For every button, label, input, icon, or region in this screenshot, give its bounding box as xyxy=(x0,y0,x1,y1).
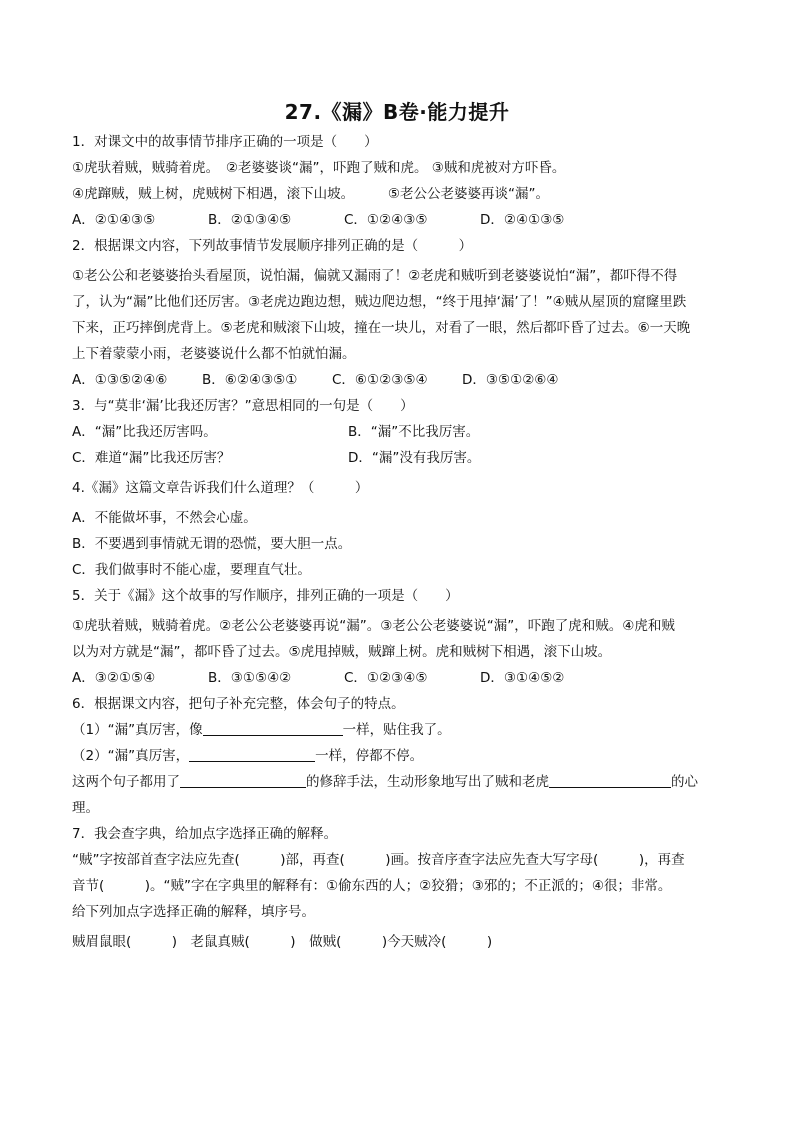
fill-in-line[interactable]: 贼眉鼠眼( ) 老鼠真贼( ) 做贼( )今天贼冷( ) xyxy=(72,934,493,950)
option-c[interactable]: C．我们做事时不能心虚，要理直气壮。 xyxy=(72,562,311,578)
option-c[interactable]: C．①②④③⑤ xyxy=(344,212,428,228)
question-3 xyxy=(72,393,722,471)
question-stem: 5．关于《漏》这个故事的写作顺序，排列正确的一项是（ ） xyxy=(72,588,459,604)
option-a[interactable]: A．不能做坏事，不然会心虚。 xyxy=(72,510,257,526)
question-stem: 1．对课文中的故事情节排序正确的一项是（ ） xyxy=(72,134,378,150)
answer-options xyxy=(72,665,722,691)
dictionary-line: 音节( )。“贼”字在字典里的解释有：①偷东西的人；②狡猾；③邪的；不正派的；④很；非常。 xyxy=(72,878,672,894)
passage-line: 下来，正巧摔倒虎背上。⑤老虎和贼滚下山坡，撞在一块儿，对看了一眼，然后都吓昏了过去。⑥一天晚 xyxy=(72,320,691,336)
question-1 xyxy=(72,129,722,233)
passage-line: 了，认为“漏”比他们还厉害。③老虎边跑边想，贼边爬边想，“终于甩掉‘漏’了！”④贼从屋顶的窟窿里跌 xyxy=(72,294,687,310)
question-2 xyxy=(72,233,722,393)
worksheet-page xyxy=(72,96,722,955)
option-d[interactable]: D．“漏”没有我厉害。 xyxy=(348,450,481,466)
dictionary-line: “贼”字按部首查字法应先查( )部，再查( )画。按音序查字法应先查大写字母( )，再查 xyxy=(72,852,685,868)
option-c[interactable]: C．难道“漏”比我还厉害？ xyxy=(72,450,231,466)
option-b[interactable]: B．“漏”不比我厉害。 xyxy=(348,424,480,440)
question-7 xyxy=(72,821,722,955)
instruction-line: 给下列加点字选择正确的解释，填序号。 xyxy=(72,904,315,920)
fill-blank[interactable] xyxy=(549,771,671,788)
question-stem: 4.《漏》这篇文章告诉我们什么道理？（ ） xyxy=(72,480,369,496)
answer-options xyxy=(72,367,722,393)
passage-line: ①虎驮着贼，贼骑着虎。②老公公老婆婆再说“漏”。③老公公老婆婆说“漏”，吓跑了虎和贼。④虎和贼 xyxy=(72,618,675,634)
fill-blank[interactable] xyxy=(189,745,315,762)
question-4 xyxy=(72,471,722,583)
answer-options xyxy=(72,207,722,233)
option-a[interactable]: A．③②①⑤④ xyxy=(72,670,156,686)
question-stem: 3．与“莫非‘漏’比我还厉害？”意思相同的一句是（ ） xyxy=(72,398,414,414)
option-b[interactable]: B．②①③④⑤ xyxy=(208,212,292,228)
question-6 xyxy=(72,691,722,821)
statement-line: ④虎蹿贼，贼上树，虎贼树下相遇，滚下山坡。 ⑤老公公老婆婆再谈“漏”。 xyxy=(72,186,549,202)
fill-blank[interactable] xyxy=(180,771,306,788)
option-d[interactable]: D．③⑤①②⑥④ xyxy=(462,372,559,388)
option-b[interactable]: B．⑥②④③⑤① xyxy=(202,372,298,388)
option-a[interactable]: A．①③⑤②④⑥ xyxy=(72,372,168,388)
option-b[interactable]: B．不要遇到事情就无谓的恐慌，要大胆一点。 xyxy=(72,536,352,552)
answer-options-row-2 xyxy=(72,445,722,471)
sentence-3-continued: 理。 xyxy=(72,800,99,816)
question-stem: 6．根据课文内容，把句子补充完整，体会句子的特点。 xyxy=(72,696,405,712)
option-a[interactable]: A．②①④③⑤ xyxy=(72,212,156,228)
option-c[interactable]: C．①②③④⑤ xyxy=(344,670,428,686)
option-a[interactable]: A．“漏”比我还厉害吗。 xyxy=(72,424,217,440)
question-stem: 7．我会查字典，给加点字选择正确的解释。 xyxy=(72,826,338,842)
option-d[interactable]: D．③①④⑤② xyxy=(480,670,565,686)
fill-blank[interactable] xyxy=(203,719,343,736)
question-stem: 2．根据课文内容，下列故事情节发展顺序排列正确的是（ ） xyxy=(72,238,473,254)
option-d[interactable]: D．②④①③⑤ xyxy=(480,212,565,228)
passage-line: ①老公公和老婆婆抬头看屋顶，说怕漏，偏就又漏雨了！②老虎和贼听到老婆婆说怕“漏”，都吓得不得 xyxy=(72,268,678,284)
statement-line: ①虎驮着贼，贼骑着虎。 ②老婆婆谈“漏”，吓跑了贼和虎。 ③贼和虎被对方吓昏。 xyxy=(72,160,566,176)
answer-options-row-1 xyxy=(72,419,722,445)
sentence-3: 这两个句子都用了 的修辞手法，生动形象地写出了贼和老虎 的心 xyxy=(72,769,722,795)
sentence-2: （2）“漏”真厉害， 一样，停都不停。 xyxy=(72,743,722,769)
option-b[interactable]: B．③①⑤④② xyxy=(208,670,292,686)
question-5 xyxy=(72,583,722,691)
page-title: 27.《漏》B卷·能力提升 xyxy=(284,100,510,124)
option-c[interactable]: C．⑥①②③⑤④ xyxy=(332,372,428,388)
sentence-1: （1）“漏”真厉害，像 一样，贴住我了。 xyxy=(72,717,722,743)
passage-line: 以为对方就是“漏”，都吓昏了过去。⑤虎甩掉贼，贼蹿上树。虎和贼树下相遇，滚下山坡。 xyxy=(72,644,612,660)
passage-line: 上下着蒙蒙小雨，老婆婆说什么都不怕就怕漏。 xyxy=(72,346,356,362)
